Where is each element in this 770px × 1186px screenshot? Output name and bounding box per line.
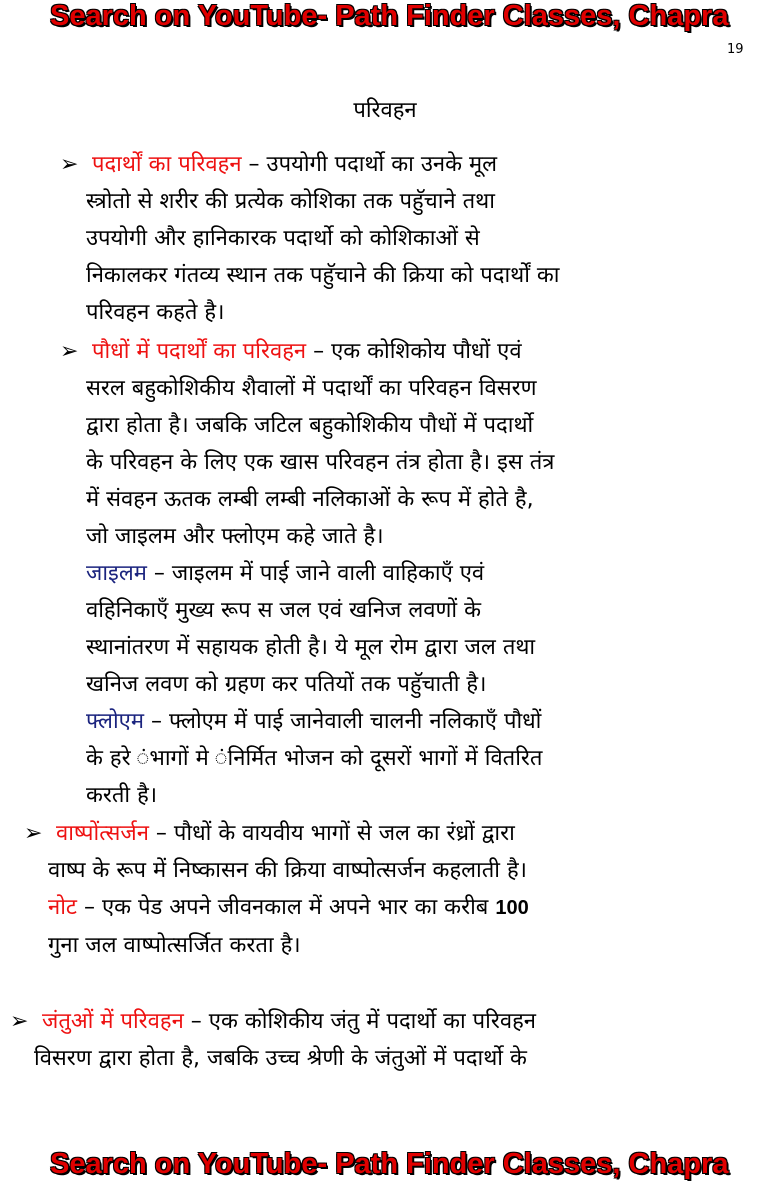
- section-animal-transport: [10, 1003, 536, 1077]
- text-line: के परिवहन के लिए एक खास परिवहन तंत्र होता है। इस तंत्र: [86, 450, 555, 475]
- text-line: विसरण द्वारा होता है, जबकि उच्च श्रेणी के जंतुओं में पदार्थो के: [34, 1046, 527, 1071]
- text-line: करती है।: [86, 783, 158, 808]
- text-line: उपयोगी और हानिकारक पदार्थो को कोशिकाओं से: [86, 226, 480, 251]
- text-line: वाष्प के रूप में निष्कासन की क्रिया वाष्पोत्सर्जन कहलाती है।: [48, 858, 528, 883]
- section-heading: पौधों में पदार्थों का परिवहन: [92, 339, 307, 364]
- text-line: स्थानांतरण में सहायक होती है। ये मूल रोम द्वारा जल तथा: [86, 635, 536, 660]
- text-line: – एक कोशिकोय पौधों एवं: [306, 339, 522, 364]
- phloem-label: फ्लोएम: [86, 709, 144, 734]
- text-line: परिवहन कहते है।: [86, 300, 225, 325]
- text-line: सरल बहुकोशिकीय शैवालों में पदार्थों का परिवहन विसरण: [86, 376, 537, 401]
- page-number: 19: [727, 42, 744, 57]
- text-line: खनिज लवण को ग्रहण कर पतियों तक पहुॅचाती है।: [86, 672, 487, 697]
- text-line: – फ्लोएम में पाई जानेवाली चालनी नलिकाएँ पौधों: [144, 709, 542, 734]
- page-title: परिवहन: [353, 98, 417, 123]
- banner-bottom: Search on YouTube- Path Finder Classes, Chapra: [50, 1148, 729, 1180]
- section-plant-transport: [60, 333, 554, 814]
- text-line: के हरे ंभागों मे ंनिर्मित भोजन को दूसरों भागों में वितरित: [86, 746, 543, 771]
- arrow-bullet-icon: ➢: [10, 1009, 29, 1034]
- section-transpiration: [24, 815, 529, 964]
- text-line: जो जाइलम और फ्लोएम कहे जाते है।: [86, 524, 384, 549]
- text-line: स्त्रोतो से शरीर की प्रत्येक कोशिका तक पहुॅचाने तथा: [86, 189, 495, 214]
- text-line: – पौधों के वायवीय भागों से जल का रंध्रों द्वारा: [148, 821, 515, 846]
- arrow-bullet-icon: ➢: [60, 339, 79, 364]
- text-line: वहिनिकाएँ मुख्य रूप स जल एवं खनिज लवणों के: [86, 598, 481, 623]
- note-label: नोट: [48, 895, 77, 920]
- note-number: 100: [495, 897, 529, 919]
- text-line: – एक कोशिकीय जंतु में पदार्थो का परिवहन: [183, 1009, 536, 1034]
- section-transport-of-substances: [60, 146, 560, 331]
- text-line: निकालकर गंतव्य स्थान तक पहुॅचाने की क्रिया को पदार्थों का: [86, 263, 560, 288]
- arrow-bullet-icon: ➢: [24, 821, 43, 846]
- text-line: – जाइलम में पाई जाने वाली वाहिकाएँ एवं: [146, 561, 485, 586]
- text-line: – एक पेड अपने जीवनकाल में अपने भार का करीब: [77, 895, 496, 920]
- text-line: द्वारा होता है। जबकि जटिल बहुकोशिकीय पौधों में पदार्थो: [86, 413, 534, 438]
- arrow-bullet-icon: ➢: [60, 152, 79, 177]
- text-line: – उपयोगी पदार्थो का उनके मूल: [241, 152, 498, 177]
- banner-top: Search on YouTube- Path Finder Classes, Chapra: [50, 0, 729, 32]
- text-line: में संवहन ऊतक लम्बी लम्बी नलिकाओं के रूप में होते है,: [86, 487, 534, 512]
- xylem-label: जाइलम: [86, 561, 147, 586]
- section-heading: पदार्थों का परिवहन: [92, 152, 242, 177]
- section-heading: जंतुओं में परिवहन: [42, 1009, 184, 1034]
- text-line: गुना जल वाष्पोत्सर्जित करता है।: [48, 933, 301, 958]
- section-heading: वाष्पोंत्सर्जन: [56, 821, 149, 846]
